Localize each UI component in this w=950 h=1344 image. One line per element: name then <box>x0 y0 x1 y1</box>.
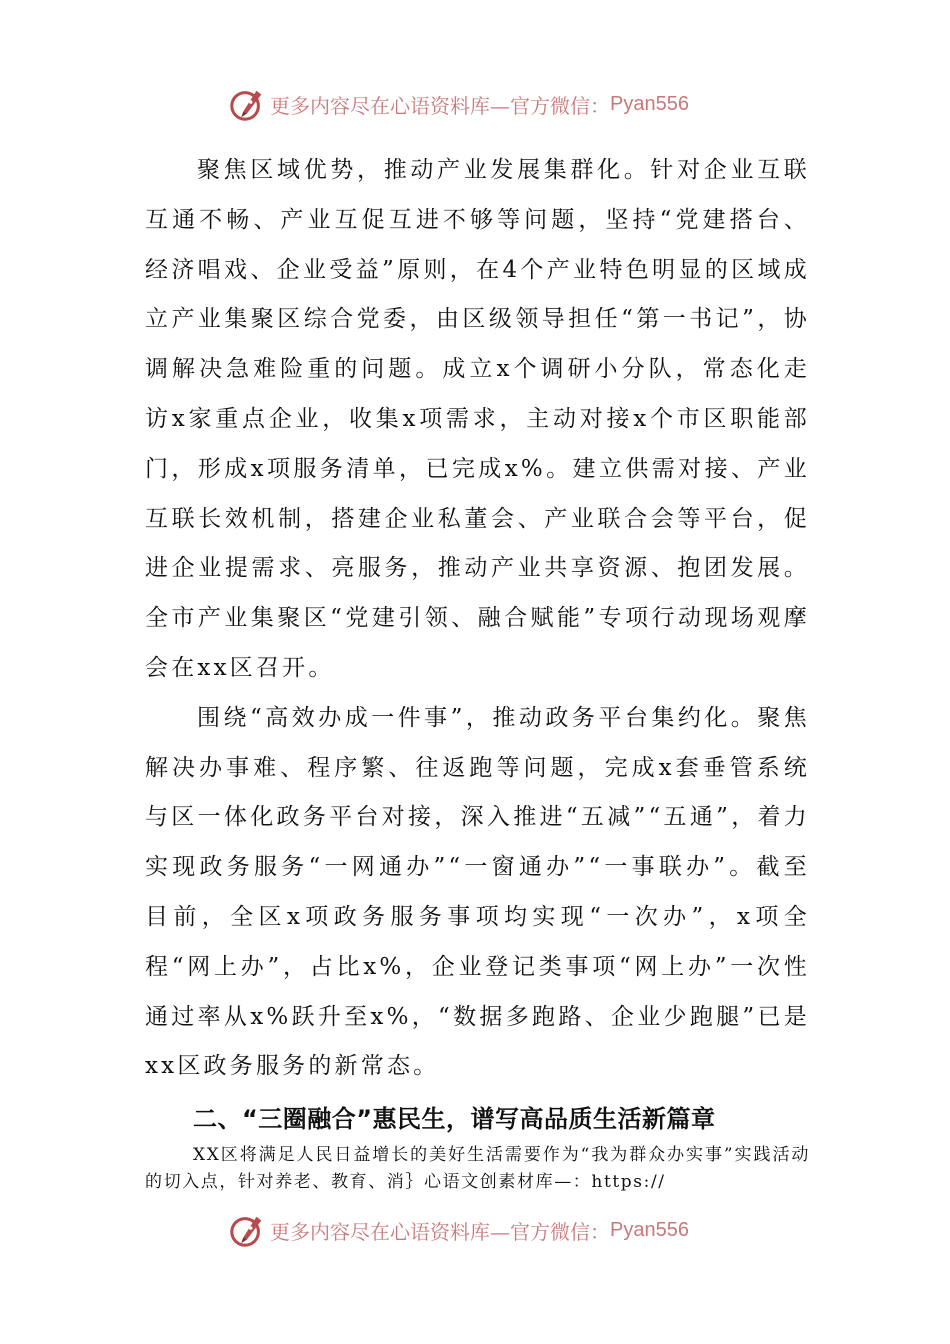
pen-nib-icon <box>228 1211 266 1249</box>
watermark-footer <box>228 1210 748 1250</box>
paragraph-government-platform: 围绕“高效办成一件事”，推动政务平台集约化。聚焦解决办事难、程序繁、往返跑等问题，完成x套垂管系统与区一体化政务平台对接，深入推进“五减”“五通”，着力实现政务服务“一网通办”“一窗通办”“一事联办”。截至目前，全区x项政务服务事项均实现“一次办”，x项全程“网上办”，占比x%，企业登记类事项“网上办”一次性通过率从x%跃升至x%，“数据多跑路、企业少跑腿”已是xx区政务服务的新常态。 <box>145 704 810 1080</box>
article-body <box>145 146 810 1196</box>
watermark-header <box>228 84 748 124</box>
pen-nib-icon <box>228 85 266 123</box>
watermark-wechat-id: Pyan556 <box>610 92 689 115</box>
paragraph-industry-cluster: 聚焦区域优势，推动产业发展集群化。针对企业互联互通不畅、产业互促互进不够等问题，坚持“党建搭台、经济唱戏、企业受益”原则，在4个产业特色明显的区域成立产业集聚区综合党委，由区级领导担任“第一书记”，协调解决急难险重的问题。成立x个调研小分队，常态化走访x家重点企业，收集x项需求，主动对接x个市区职能部门，形成x项服务清单，已完成x%。建立供需对接、产业互联长效机制，搭建企业私董会、产业联合会等平台，促进企业提需求、亮服务，推动产业共享资源、抱团发展。全市产业集聚区“党建引领、融合赋能”专项行动现场观摩会在xx区召开。 <box>145 157 810 681</box>
section-heading: 二、“三圈融合”惠民生，谱写高品质生活新篇章 <box>193 1105 716 1134</box>
watermark-text: 更多内容尽在心语资料库—官方微信： <box>270 93 610 118</box>
paragraph-livelihood: XX区将满足人民日益增长的美好生活需要作为“我为群众办实事”实践活动的切入点，针对养老、教育、消｝心语文创素材库—：https:// <box>145 1145 810 1193</box>
watermark-wechat-id: Pyan556 <box>610 1218 689 1241</box>
watermark-text: 更多内容尽在心语资料库—官方微信： <box>270 1219 610 1244</box>
